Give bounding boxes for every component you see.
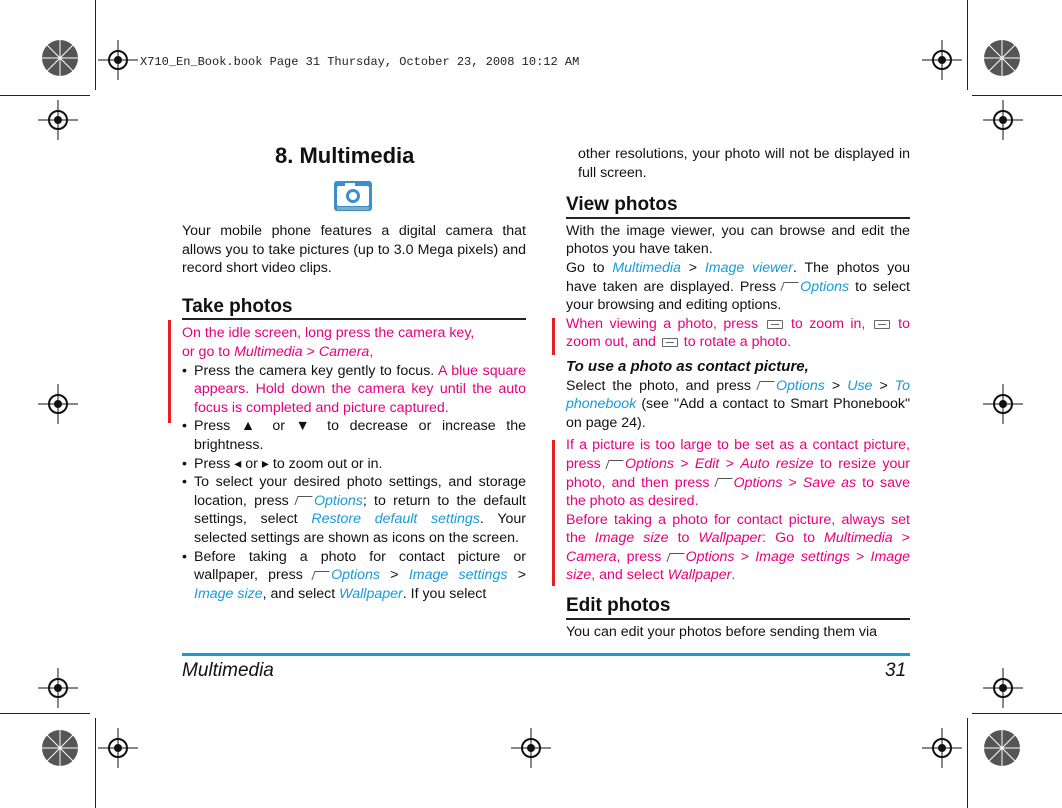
crop-mark xyxy=(95,718,96,808)
key-3-icon xyxy=(662,338,678,347)
list-item: • To select your desired photo settings, and storage location, press Options; to return to the default settings, select Restore default settings. Your selected settings are shown as icons on the screen. xyxy=(182,473,526,547)
softkey-icon xyxy=(756,381,774,390)
resize-note: If a picture is too large to be set as a contact picture, press Options > Edit > Auto resize to resize your photo, and then press Options > Save as to save the photo as desired. xyxy=(566,437,910,510)
highlight-bar xyxy=(552,440,555,586)
key-1-icon xyxy=(767,320,783,329)
list-item: • Press the camera key gently to focus. A blue square appears. Hold down the camera key until the auto focus is completed and picture captured. xyxy=(182,362,526,418)
crosshair-icon xyxy=(38,100,78,140)
print-stamp: X710_En_Book.book Page 31 Thursday, October 23, 2008 10:12 AM xyxy=(140,55,580,69)
crosshair-icon xyxy=(983,384,1023,424)
highlight-bar xyxy=(552,318,555,355)
crosshair-icon xyxy=(38,668,78,708)
edit-photos-heading: Edit photos xyxy=(566,597,910,620)
crop-mark xyxy=(967,718,968,808)
list-item: • Press ◂ or ▸ to zoom out or in. xyxy=(182,455,526,474)
take-photos-note xyxy=(182,324,526,361)
view-paragraph: Go to Multimedia > Image viewer. The photos you have taken are displayed. Press Options to select your browsing and editing options. xyxy=(566,259,910,314)
footer-section: Multimedia xyxy=(182,660,274,681)
crosshair-icon xyxy=(983,668,1023,708)
footer-rule xyxy=(182,653,910,656)
contact-picture-heading: To use a photo as contact picture, xyxy=(566,357,809,375)
key-2-icon xyxy=(874,320,890,329)
registration-wheel-icon xyxy=(982,38,1022,78)
intro-paragraph: Your mobile phone features a digital camera that allows you to take pictures (up to 3.0 Mega pixels) and record short video clips. xyxy=(182,223,526,277)
note-line: On the idle screen, long press the camera key, xyxy=(182,325,475,342)
crop-mark xyxy=(972,713,1062,714)
note-line: or go to Multimedia > Camera, xyxy=(182,343,374,360)
before-note: Before taking a photo for contact picture, always set the Image size to Wallpaper: Go to Multimedia > Camera, press Options > Image settings > Image size, and select Wallpaper. xyxy=(566,511,910,584)
crosshair-icon xyxy=(98,728,138,768)
crop-mark xyxy=(0,95,90,96)
registration-wheel-icon xyxy=(40,728,80,768)
crop-mark xyxy=(0,713,90,714)
softkey-icon xyxy=(781,282,799,291)
left-column xyxy=(182,222,526,603)
crop-mark xyxy=(95,0,96,90)
softkey-icon xyxy=(294,496,312,505)
view-paragraph: With the image viewer, you can browse and edit the photos you have taken. xyxy=(566,222,910,258)
crosshair-icon xyxy=(511,728,551,768)
crosshair-icon xyxy=(98,40,138,80)
camera-icon xyxy=(333,180,373,212)
view-photos-heading: View photos xyxy=(566,196,910,219)
softkey-icon xyxy=(605,460,623,469)
right-column xyxy=(566,145,910,641)
crop-mark xyxy=(972,95,1062,96)
edit-paragraph: You can edit your photos before sending them via xyxy=(566,623,878,640)
crosshair-icon xyxy=(983,100,1023,140)
page-number: 31 xyxy=(885,660,907,681)
registration-wheel-icon xyxy=(40,38,80,78)
highlight-bar xyxy=(168,320,171,423)
softkey-icon xyxy=(666,553,684,562)
crosshair-icon xyxy=(922,728,962,768)
continued-paragraph: other resolutions, your photo will not be displayed in full screen. xyxy=(578,146,910,181)
take-photos-heading: Take photos xyxy=(182,298,526,321)
menu-multimedia: Multimedia xyxy=(234,343,303,360)
take-photos-list xyxy=(182,362,526,604)
contact-paragraph: Select the photo, and press Options > Use > To phonebook (see "Add a contact to Smart Phonebook" on page 24). xyxy=(566,377,911,431)
crop-mark xyxy=(967,0,968,90)
crosshair-icon xyxy=(38,384,78,424)
crosshair-icon xyxy=(922,40,962,80)
list-item: • Before taking a photo for contact picture or wallpaper, press Options > Image settings > Image size, and select Wallpaper. If you select xyxy=(182,548,526,604)
view-note: When viewing a photo, press to zoom in, to zoom out, and to rotate a photo. xyxy=(566,315,910,351)
softkey-icon xyxy=(714,478,732,487)
registration-wheel-icon xyxy=(982,728,1022,768)
page-title: 8. Multimedia xyxy=(275,143,415,168)
softkey-icon xyxy=(311,571,329,580)
menu-camera: Camera xyxy=(318,343,370,360)
list-item: • Press ▲ or ▼ to decrease or increase the brightness. xyxy=(182,417,526,454)
